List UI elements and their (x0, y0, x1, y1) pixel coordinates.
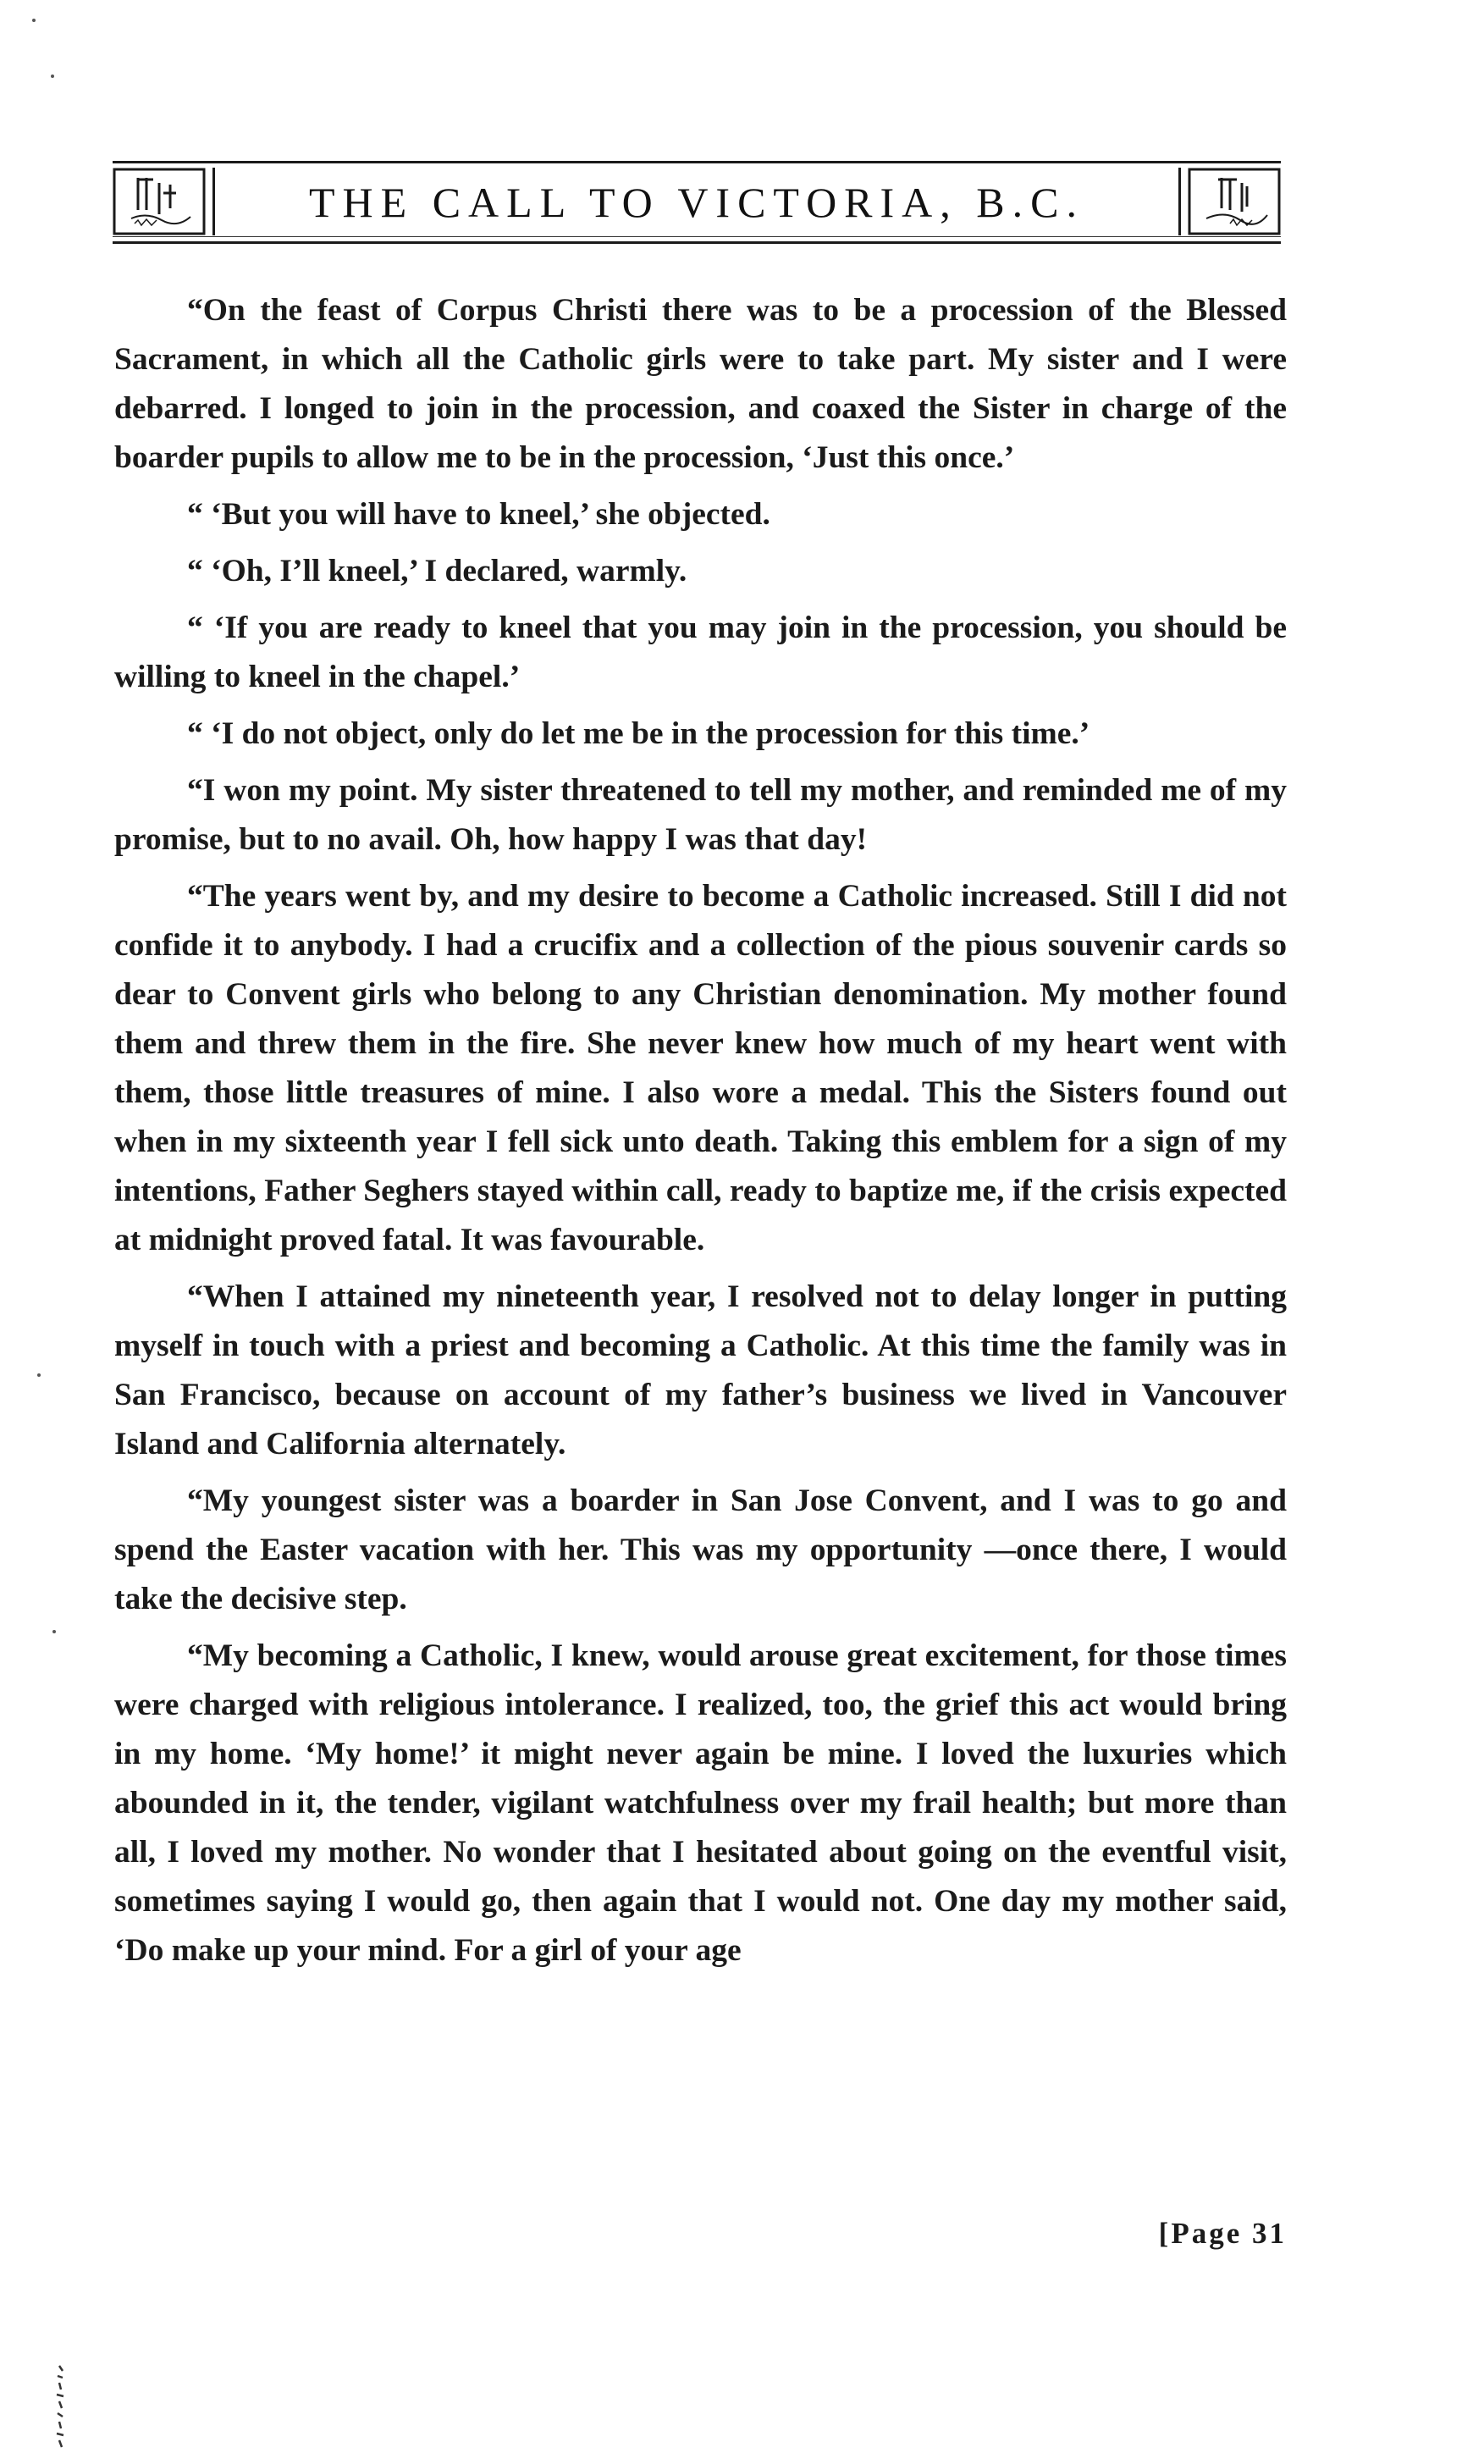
paragraph: “When I attained my nineteenth year, I resolved not to delay longer in putting myself in touch with a priest and becoming a Catholic. At this time the family was in San Francisco, because on account of my father’s business we lived in Vancouver Island and California alternately. (114, 1279, 1287, 1461)
paragraph: “My youngest sister was a boarder in San Jose Convent, and I was to go and spend the Easter vacation with her. This was my opportunity —once there, I would take the decisive step. (114, 1483, 1287, 1616)
header-divider-left (212, 168, 215, 235)
body-text (114, 286, 1287, 1983)
header-top-rule (113, 161, 1281, 163)
margin-mark (32, 19, 36, 22)
right-header-ornament-icon (1188, 168, 1281, 235)
margin-mark (37, 1373, 41, 1377)
header-bottom-rule (113, 241, 1281, 244)
running-title: THE CALL TO VICTORIA, B.C. (309, 179, 1084, 226)
paragraph: “ ‘I do not object, only do let me be in the procession for this time.’ (187, 716, 1090, 751)
running-header (113, 161, 1281, 244)
left-header-ornament-icon (113, 168, 206, 235)
paragraph: “ ‘Oh, I’ll kneel,’ I declared, warmly. (187, 554, 687, 588)
paragraph: “ ‘But you will have to kneel,’ she objected. (187, 497, 770, 532)
paragraph: “On the feast of Corpus Christi there was to be a procession of the Blessed Sacrament, in which all the Catholic girls were to take part. My sister and I were debarred. I longed to join in the procession, and coaxed the Sister in charge of the boarder pupils to allow me to be in the procession, ‘Just this once.’ (114, 293, 1287, 475)
page-number: [Page 31 (1158, 2217, 1287, 2250)
margin-mark (52, 1630, 56, 1633)
paragraph: “ ‘If you are ready to kneel that you may join in the procession, you should be willing to kneel in the chapel.’ (114, 610, 1287, 694)
library-stamp-icon (51, 2362, 69, 2456)
paragraph: “My becoming a Catholic, I knew, would arouse great excitement, for those times were charged with religious intolerance. I realized, too, the grief this act would bring in my home. ‘My home!’ it might never again be mine. I loved the luxuries which abounded in it, the tender, vigilant watchfulness over my frail health; but more than all, I loved my mother. No wonder that I hesitated about going on the eventful visit, sometimes saying I would go, then again that I would not. One day my mother said, ‘Do make up your mind. For a girl of your age (114, 1638, 1287, 1968)
header-inner-rule (113, 236, 1281, 237)
margin-mark (51, 75, 54, 78)
paragraph: “I won my point. My sister threatened to tell my mother, and reminded me of my promise, but to no avail. Oh, how happy I was that day! (114, 773, 1287, 857)
paragraph: “The years went by, and my desire to become a Catholic increased. Still I did not confide it to anybody. I had a crucifix and a collection of the pious souvenir cards so dear to Convent girls who belong to any Christian denomination. My mother found them and threw them in the fire. She never knew how much of my heart went with them, those little treasures of mine. I also wore a medal. This the Sisters found out when in my sixteenth year I fell sick unto death. Taking this emblem for a sign of my intentions, Father Seghers stayed within call, ready to baptize me, if the crisis expected at midnight proved fatal. It was favourable. (114, 879, 1287, 1257)
header-divider-right (1178, 168, 1181, 235)
